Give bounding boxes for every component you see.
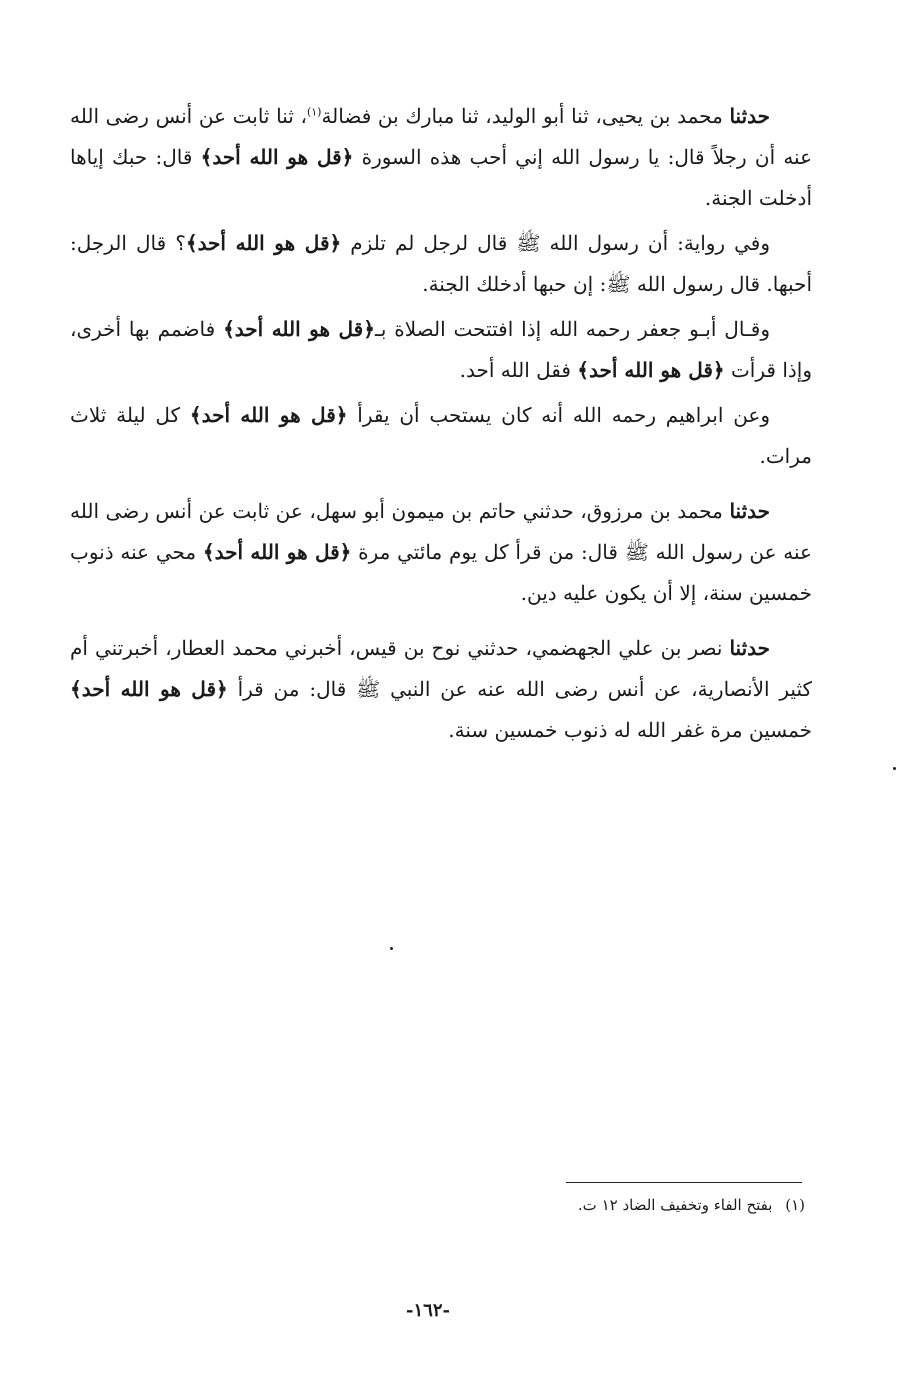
text-run: قال: حبك إياها أدخلت الجنة. [70, 145, 812, 210]
paragraph [70, 96, 812, 219]
bold-phrase: حدثنا [729, 636, 770, 660]
text-run: وفي رواية: أن رسول الله ﷺ قال لرجل لم تلزم [341, 231, 771, 255]
text-run: فقل الله أحد. [459, 358, 578, 382]
paragraph [70, 395, 812, 477]
footnote-separator [566, 1182, 802, 1183]
footnote-marker: (١) [306, 105, 322, 119]
text-run: محي عنه ذنوب خمسين سنة، إلا أن يكون عليه دين. [70, 540, 812, 605]
bold-phrase: ﴿قل هو الله أحد﴾ [185, 231, 342, 255]
text-run: خمسين مرة غفر الله له ذنوب خمسين سنة. [448, 718, 812, 742]
bold-phrase: ﴿قل هو الله أحد﴾ [70, 677, 228, 701]
paragraph [70, 491, 812, 614]
bold-phrase: ﴿قل هو الله أحد﴾ [202, 540, 352, 564]
text-run: وقـال أبـو جعفر رحمه الله إذا افتتحت الصلاة بـ [374, 317, 770, 341]
footnote-text: بفتح الفاء وتخفيف الضاد ١٢ ت. [577, 1196, 773, 1214]
paragraph [70, 628, 812, 751]
text-run: نصر بن علي الجهضمي، حدثني نوح بن قيس، أخبرني محمد العطار، أخبرتني أم كثير الأنصارية، عن أنس رضى الله عنه عن النبي ﷺ قال: من قرأ [70, 636, 813, 701]
scan-speck [893, 767, 896, 770]
bold-phrase: ﴿قل هو الله أحد﴾ [577, 358, 725, 382]
bold-phrase: ﴿قل هو الله أحد﴾ [200, 145, 354, 169]
paragraph [70, 309, 812, 391]
text-run: وعن ابراهيم رحمه الله أنه كان يستحب أن يقرأ [347, 403, 771, 427]
text-run: كل ليلة ثلاث مرات. [70, 403, 812, 468]
paragraph [70, 223, 812, 305]
text-run: ، ثنا ثابت عن أنس رضى الله عنه أن رجلاً قال: يا رسول الله إني أحب هذه السورة [70, 104, 813, 169]
text-run: محمد بن يحيى، ثنا أبو الوليد، ثنا مبارك بن فضالة [321, 104, 730, 128]
text-run: محمد بن مرزوق، حدثني حاتم بن ميمون أبو سهل، عن ثابت عن أنس رضى الله عنه عن رسول الله ﷺ قال: من قرأ كل يوم مائتي مرة [70, 499, 812, 564]
bold-phrase: حدثنا [729, 104, 771, 128]
bold-phrase: ﴿قل هو الله أحد﴾ [223, 317, 375, 341]
bold-phrase: حدثنا [729, 499, 770, 523]
footnote-number: (١) [785, 1196, 805, 1214]
page-number: -١٦٢- [406, 1300, 450, 1321]
bold-phrase: ﴿قل هو الله أحد﴾ [189, 403, 348, 427]
main-text-body [70, 96, 812, 751]
text-run: فاضمم بها أخرى، وإذا قرأت [70, 317, 812, 382]
text-run: ؟ قال الرجل: أحبها. قال رسول الله ﷺ: إن حبها أدخلك الجنة. [70, 231, 812, 296]
scan-speck [390, 947, 393, 950]
footnote [578, 1192, 805, 1218]
